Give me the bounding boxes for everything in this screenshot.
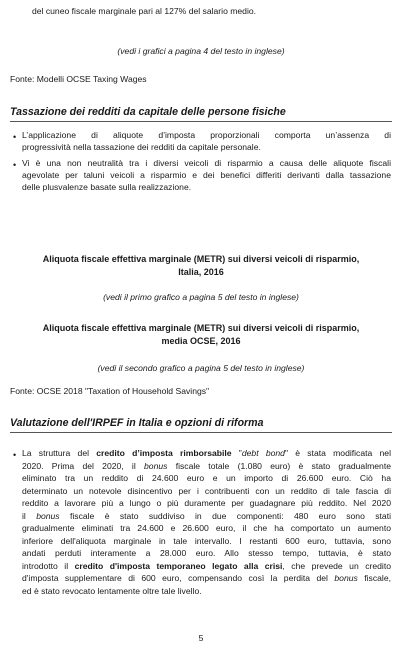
intro-line: del cuneo fiscale marginale pari al 127% del salario medio. bbox=[32, 6, 257, 16]
bullet-paragraph: La struttura del credito d’imposta rimborsabile "debt bond" è stata modificata nel 2020. Prima del 2020, il bonus fiscale totale (1.080 euro) è stato gradualmente eliminato tra un reddito di 24.600 euro e un importo di 26.600 euro. Ciò ha determinato un notevole disincentivo per i contribuenti con un reddito di tale fascia di reddito a lavorare più a lungo o più duramente per guadagnare più reddito. Nel 2020 il bonus fiscale è stato suddiviso in due componenti: 480 euro sono stati gradualmente eliminati tra 24.600 e 26.600 euro, il che ha comportato un aumento inferiore dell'aliquota marginale in tale intervallo. I restanti 600 euro, tuttavia, sono andati perduti interamente a 28.000 euro. Allo stesso tempo, tuttavia, è stato introdotto il credito d'imposta temporaneo legato alla crisi, che prevede un credito d'imposta supplementare di 600 euro, compensando così la perdita del bonus fiscale, ed è stato revocato lentamente oltre tale livello. bbox=[22, 448, 391, 596]
chart-reference: (vedi il secondo grafico a pagina 5 del testo in inglese) bbox=[97, 363, 305, 373]
chart-title: Aliquota fiscale effettiva marginale (METR) sui diversi veicoli di risparmio, Italia, 2016 bbox=[42, 254, 360, 277]
source-note: Fonte: Modelli OCSE Taxing Wages bbox=[10, 74, 147, 84]
section-divider bbox=[10, 432, 392, 433]
bullet-paragraph: L’applicazione di aliquote d’imposta proporzionali comporta un’assenza di progressività nella tassazione dei redditi da capitale personale. bbox=[22, 130, 391, 153]
bullet-dot-icon: • bbox=[13, 132, 17, 142]
bullet-dot-icon: • bbox=[13, 160, 17, 170]
bullet-dot-icon: • bbox=[13, 450, 17, 460]
bullet-paragraph: Vi è una non neutralità tra i diversi veicoli di risparmio a causa delle aliquote fiscali agevolate per taluni veicoli a risparmio e dei benefici differiti derivanti dalla tassazione delle plusvalenze basate sulla realizzazione. bbox=[22, 158, 391, 193]
chart-reference: (vedi i grafici a pagina 4 del testo in inglese) bbox=[117, 46, 285, 56]
source-note: Fonte: OCSE 2018 "Taxation of Household Savings" bbox=[10, 386, 210, 396]
page-number: 5 bbox=[198, 633, 204, 643]
chart-title: Aliquota fiscale effettiva marginale (METR) sui diversi veicoli di risparmio, media OCSE, 2016 bbox=[42, 323, 360, 346]
chart-reference: (vedi il primo grafico a pagina 5 del testo in inglese) bbox=[103, 292, 299, 302]
section-title: Valutazione dell'IRPEF in Italia e opzioni di riforma bbox=[10, 417, 264, 429]
section-divider bbox=[10, 121, 392, 122]
section-title: Tassazione dei redditi da capitale delle persone fisiche bbox=[10, 106, 286, 118]
